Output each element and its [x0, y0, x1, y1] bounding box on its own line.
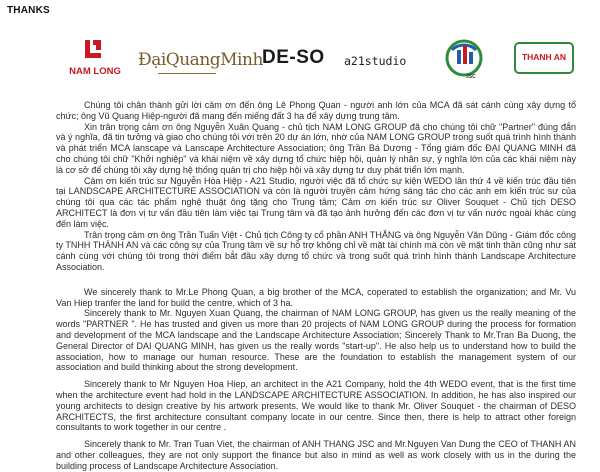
nam-long-logo — [60, 36, 130, 84]
english-paragraph-3: Sincerely thank to Mr Nguyen Hoa Hiep, an architect in the A21 Company, hold the 4th WEDO event, that is the first time when the architecture event had hold in the LANDSCAPE ARCHITECTURE ASSOCIATION. In addition, he has also inspired our young architects to design creative by his artwork presents. We would like to thank Mr. Oliver Souquet - the chairman of DESO ARCHITECTS, the first architecture consultant company locate in our centre. Since then, there is help to attract other foreign consultants to work together in our centre . — [56, 379, 576, 433]
english-paragraph-1: We sincerely thank to Mr.Le Phong Quan, a big brother of the MCA, coperated to establish the organization; and Mr. Vu Van Hiep tranfer the land for build the centre, which of 3 ha. — [56, 286, 576, 308]
vietnamese-paragraph-2: Xin trân trọng cảm ơn ông Nguyễn Xuân Quang - chủ tịch NAM LONG GROUP đã cho chúng tôi chữ "Partner" đúng đắn và ý nghĩa, đã tin tưởng và giao cho chúng tôi với trên 20 dự án lớn, nhờ của NAM LONG GROUP trong suốt quá trình hình thành và phát triển MCA lanscape và Lanscape Architecture Association; ông Trần Bá Dương - Tổng giám đốc ĐẠI QUANG MINH đã cho chúng tôi chữ "Khởi nghiệp" và khái niệm về xây dựng tổ chức hiệp hội, quản lý nhân sự, ý nghĩa lớn của các khái niệm này là cơ sở để chúng tôi xây dựng hệ thống quản trị cho hiệp hội và xây dựng tư duy phát triển lớn mạnh. — [56, 121, 576, 175]
dai-quang-minh-label: ĐạiQuangMinh — [138, 50, 263, 70]
vietnamese-paragraph-4: Trân trọng cảm ơn ông Trần Tuấn Việt - Chủ tịch Công ty cổ phần ANH THẮNG và ông Nguyễn Văn Dũng - Giám đốc công ty TNHH THÀNH AN và các công sự của Trung tâm về sự hỗ trợ không chỉ về mặt tài chính mà còn về mặt tinh thần cũng như sát cánh cùng với chúng tôi trong thời điểm bắt đầu xây dựng tổ chức và trong suốt quá trình hình thành Landscape Architecture Association. — [56, 229, 576, 272]
nam-long-label: NAM LONG — [69, 66, 121, 77]
sponsor-logos — [0, 32, 600, 90]
dai-quang-minh-underline — [158, 73, 216, 74]
de-so-logo — [262, 47, 332, 73]
thanks-content — [56, 100, 576, 472]
vietnamese-paragraph-1: Chúng tôi chân thành gửi lời cảm ơn đến ông Lê Phong Quan - người anh lớn của MCA đã sát cánh cùng xây dựng tổ chức; ông Vũ Quang Hiệp-người đã mang đến miếng đất 3 ha để xây dựng trung tâm. — [56, 100, 576, 121]
thanh-an-logo — [514, 42, 574, 74]
vietnamese-paragraph-3: Cảm ơn kiến trúc sư Nguyễn Hòa Hiệp - A21 Studio, người việc đã tổ chức sự kiện WEDO lần thứ 4 về kiến trúc đầu tiên tại LANDSCAPE ARCHITECTURE ASSOCIATION và còn là người truyền cảm hứng sáng tác cho các anh em kiến trúc sư của chúng tôi qua các tác phẩm nghệ thuật ông tặng cho Trung tâm; Cảm ơn kiến trúc sư Oliver Souquet - Chủ tịch DESO ARCHITECT là đơn vị tư vấn đầu tiên làm việc tại Trung tâm và đã tạo ảnh hưởng đến các đơn vị tư vấn nước ngoài khác cùng đến làm việc. — [56, 175, 576, 229]
nam-long-mark-icon — [82, 38, 104, 60]
anh-thang-jsc-logo — [440, 36, 490, 86]
dai-quang-minh-logo — [138, 50, 263, 76]
thanh-an-label: THANH AN — [521, 52, 567, 62]
anh-thang-emblem-icon — [440, 36, 490, 86]
a21studio-label: a21studio — [344, 54, 407, 68]
english-paragraph-2: Sincerely thank to Mr. Nguyen Xuan Quang, the chairman of NAM LONG GROUP, has given us the really meaning of the words "PARTNER ". He has trusted and given us more than 20 projects of NAM LONG GROUP during the process for formation and development of the MCA landscape and the Landscape Architecture Association; Sincerely Thank to Mr.Tran Ba Duong, the General Director of DAI QUANG MINH, has given us the really words "start-up". He also help us to understand how to build the association, how to manage our human resource. These are the foundation to establish the management system of our association and build thinking about the strong development. — [56, 308, 576, 373]
section-spacer — [56, 273, 576, 287]
page-title: THANKS — [7, 5, 50, 16]
jsc-caption: JSC — [466, 74, 476, 80]
a21studio-logo — [344, 54, 424, 74]
english-paragraph-4: Sincerely thank to Mr. Tran Tuan Viet, the chairman of ANH THANG JSC and Mr.Nguyen Van Dung the CEO of THANH AN and other colleagues, they are not only support the finance but also in mind as well as work closely with us in the during the building process of Landscape Architecture Association. — [56, 439, 576, 471]
de-so-label: DE-SO — [262, 47, 325, 68]
